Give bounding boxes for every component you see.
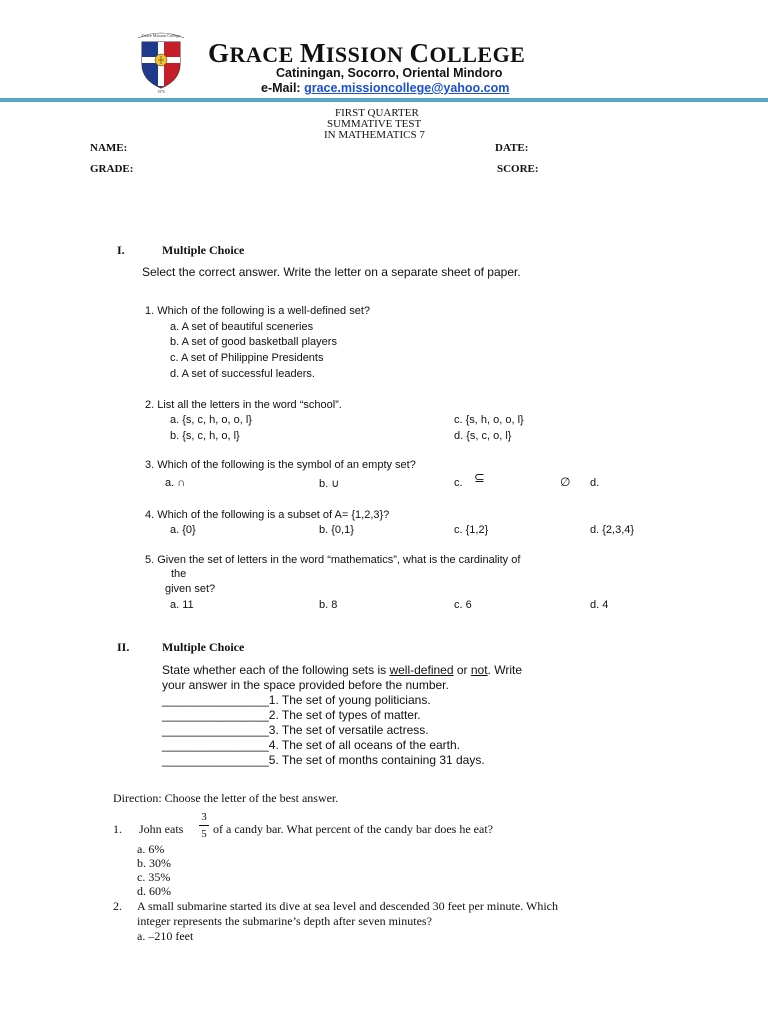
college-seal-logo [132,30,190,94]
q5-stem: 5. Given the set of letters in the word “mathematics”, what is the cardinality of [145,554,521,566]
q1-stem: 1. Which of the following is a well-defined set? [145,305,371,317]
section-1-numeral: I. [117,243,125,257]
section-2-item-1: ________________1. The set of young politicians. [162,693,431,707]
q1-option-d: d. A set of successful leaders. [170,368,315,380]
s3-q1-post: of a candy bar. What percent of the candy bar does he eat? [213,822,493,836]
s3-q1-option-c: c. 35% [137,870,171,884]
q3-option-a: a. ∩ [165,477,186,489]
q5-option-b: b. 8 [319,599,338,611]
s3-q1-number: 1. [113,822,122,836]
q4-option-b: b. {0,1} [319,524,354,536]
svg-text:1976: 1976 [157,90,165,94]
q1-option-b: b. A set of good basketball players [170,336,337,348]
s3-q2-number: 2. [113,899,122,913]
fraction-bar [199,825,209,826]
q2-stem: 2. List all the letters in the word “school”. [145,399,342,411]
q5-stem-cont-2: given set? [165,583,216,595]
college-address: Catiningan, Socorro, Oriental Mindoro [276,66,503,80]
q5-option-d: d. 4 [590,599,609,611]
fraction-numerator: 3 [201,811,207,823]
college-email-link[interactable]: grace.missioncollege@yahoo.com [304,81,510,95]
section-2-instruction-line-1: State whether each of the following sets is well-defined or not. Write [162,663,522,677]
section-2-instruction-line-2: your answer in the space provided before the number. [162,678,449,692]
q2-option-c: c. {s, h, o, o, l} [454,414,524,426]
s3-q2-option-a: a. –210 feet [137,929,194,943]
q1-option-a: a. A set of beautiful sceneries [170,321,314,333]
q5-option-c: c. 6 [454,599,472,611]
q2-option-d: d. {s, c, o, l} [454,430,512,442]
q5-option-a: a. 11 [170,599,194,611]
s3-q1-option-d: d. 60% [137,884,171,898]
section-2-item-5: ________________5. The set of months containing 31 days. [162,753,485,767]
well-defined-term: well-defined [389,663,454,677]
q3-option-c: c. [454,477,463,489]
q3-option-d: d. [590,477,600,489]
test-title-line-1: FIRST QUARTER [335,107,419,119]
q4-option-c: c. {1,2} [454,524,489,536]
svg-text:Grace Mission College: Grace Mission College [141,33,181,38]
section-2-numeral: II. [117,640,130,654]
email-label: e-Mail: [261,81,305,95]
section-2-item-2: ________________2. The set of types of matter. [162,708,421,722]
q3-stem: 3. Which of the following is the symbol of an empty set? [145,459,416,471]
section-2-item-3: ________________3. The set of versatile actress. [162,723,429,737]
section-2-item-4: ________________4. The set of all oceans of the earth. [162,738,461,752]
test-title-line-3: IN MATHEMATICS 7 [324,129,425,141]
college-email-line [261,81,509,95]
q4-option-d: d. {2,3,4} [590,524,635,536]
date-field-label: DATE: [495,142,529,154]
q4-stem: 4. Which of the following is a subset of A= {1,2,3}? [145,509,390,521]
test-title-line-2: SUMMATIVE TEST [327,118,422,130]
s3-q1-pre: John eats [139,822,184,836]
section-1-title: Multiple Choice [162,243,245,257]
q5-stem-cont: the [171,568,187,580]
s3-q2-line-1: A small submarine started its dive at sea level and descended 30 feet per minute. Which [137,899,558,913]
q3-option-b: b. ∪ [319,478,340,490]
subset-symbol: ⊆ [474,470,485,485]
s3-q1-option-a: a. 6% [137,842,165,856]
fraction-denominator: 5 [201,828,207,840]
q1-option-c: c. A set of Philippine Presidents [170,352,324,364]
section-2-title: Multiple Choice [162,640,245,654]
empty-set-symbol: ∅ [560,475,571,489]
q2-option-b: b. {s, c, h, o, l} [170,430,240,442]
s3-q2-line-2: integer represents the submarine’s depth after seven minutes? [137,914,432,928]
direction-text: Direction: Choose the letter of the best answer. [113,791,339,805]
q2-option-a: a. {s, c, h, o, o, l} [170,414,252,426]
score-field-label: SCORE: [497,163,539,175]
q4-option-a: a. {0} [170,524,196,536]
header-divider [0,98,768,102]
college-name: GRACE MISSION COLLEGE [208,38,526,68]
s3-q1-option-b: b. 30% [137,856,171,870]
section-1-instruction: Select the correct answer. Write the letter on a separate sheet of paper. [142,265,521,279]
name-field-label: NAME: [90,142,128,154]
grade-field-label: GRADE: [90,163,134,175]
not-term: not [470,663,488,677]
